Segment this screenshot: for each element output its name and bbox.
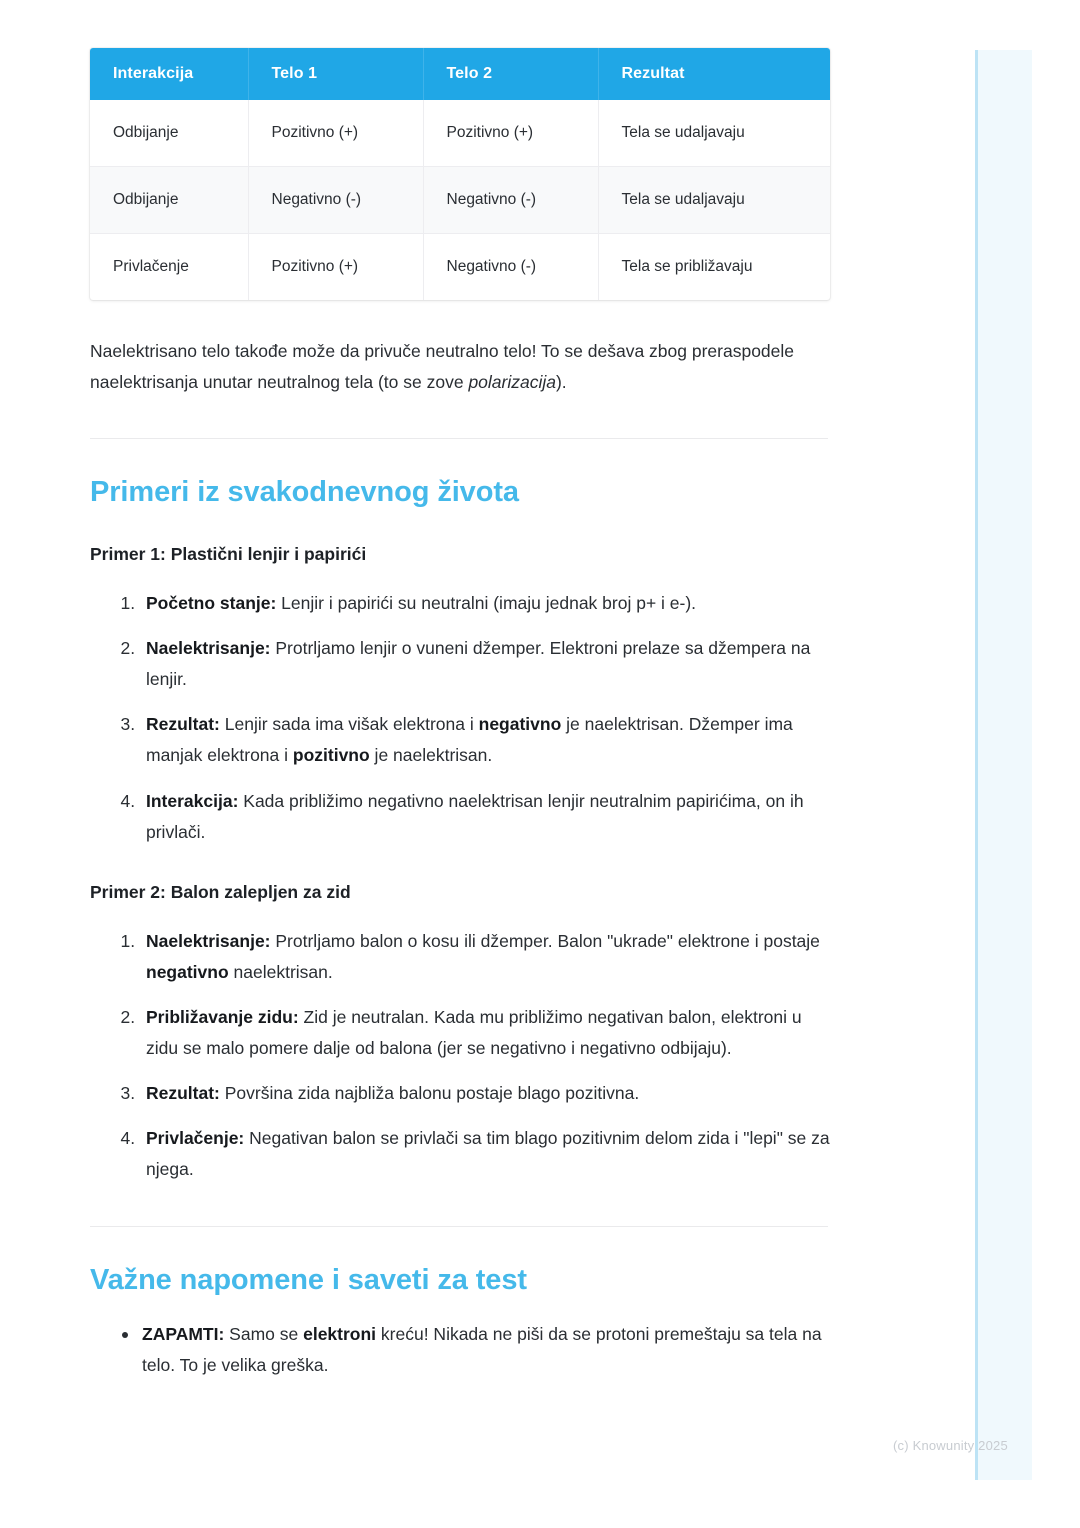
table-cell: Negativno (-) xyxy=(423,167,598,234)
list-item-lead: Naelektrisanje: xyxy=(146,930,271,951)
document-content xyxy=(90,0,830,1396)
list-item xyxy=(140,588,830,619)
intro-paragraph-text: Naelektrisano telo takođe može da privuče neutralno telo! To se dešava zbog preraspodele naelektrisanja unutar neutralnog tela (to se zove xyxy=(90,341,795,393)
list-item-text: Protrljamo balon o kosu ili džemper. Balon "ukrade" elektrone i postaje xyxy=(270,930,820,951)
list-item-bold-2: pozitivno xyxy=(292,745,370,766)
table-cell: Negativno (-) xyxy=(423,234,598,301)
list-item-text: Kada približimo negativno naelektrisan lenjir neutralnim papirićima, on ih privlači. xyxy=(146,790,804,842)
list-item-text: Samo se xyxy=(224,1324,304,1345)
list-item xyxy=(140,926,830,988)
list-item xyxy=(140,1078,830,1109)
table-header-cell-interakcija: Interakcija xyxy=(90,48,248,100)
list-item-text-2: je naelektrisan. Džemper ima manjak elektrona i xyxy=(146,714,793,766)
list-item-lead: Rezultat: xyxy=(146,1083,220,1104)
table-cell: Pozitivno (+) xyxy=(248,234,423,301)
page-side-strip xyxy=(975,50,1032,1480)
list-item-text: Negativan balon se privlači sa tim blago pozitivnim delom zida i "lepi" se za njega. xyxy=(146,1128,830,1180)
table-cell: Odbijanje xyxy=(90,167,248,234)
table-cell: Tela se udaljavaju xyxy=(598,167,830,234)
list-item-lead: Približavanje zidu: xyxy=(146,1006,299,1027)
interaction-table xyxy=(90,48,830,300)
intro-paragraph-tail: ). xyxy=(555,372,567,393)
sub-heading-example-1: Primer 1: Plastični lenjir i papirići xyxy=(90,544,367,565)
table-row xyxy=(90,100,830,167)
table-cell: Tela se udaljavaju xyxy=(598,100,830,167)
intro-paragraph-emphasis: polarizacija xyxy=(468,372,556,393)
table-row xyxy=(90,167,830,234)
notes-list xyxy=(90,1319,830,1381)
list-item-bold-1: negativno xyxy=(478,714,562,735)
table-cell: Tela se približavaju xyxy=(621,258,753,275)
table-cell: Odbijanje xyxy=(90,100,248,167)
list-item xyxy=(140,786,830,848)
table-body xyxy=(90,100,830,300)
list-item xyxy=(122,1319,830,1381)
list-item-text: Lenjir sada ima višak elektrona i xyxy=(219,714,479,735)
section-heading-notes: Važne napomene i saveti za test xyxy=(90,1263,527,1296)
list-item-lead: Naelektrisanje: xyxy=(146,637,271,658)
section-divider-1 xyxy=(90,438,828,439)
list-item-text: Zid je neutralan. Kada mu približimo negativan balon, elektroni u zidu se malo pomere dalje od balona (jer se negativno i negativno odbijaju). xyxy=(146,1006,802,1058)
section-heading-examples: Primeri iz svakodnevnog života xyxy=(90,476,519,509)
list-item-text: Površina zida najbliža balonu postaje blago pozitivna. xyxy=(219,1083,640,1104)
table-header xyxy=(90,48,830,100)
table-header-cell-telo1: Telo 1 xyxy=(248,48,423,100)
list-item-text: Lenjir i papirići su neutralni (imaju jednak broj p+ i e-). xyxy=(276,592,697,613)
list-item-bold-1: negativno xyxy=(146,961,229,982)
list-item-text: Protrljamo lenjir o vuneni džemper. Elektroni prelaze sa džempera na lenjir. xyxy=(146,637,811,690)
table-cell: Pozitivno (+) xyxy=(423,100,598,167)
table-row xyxy=(90,234,830,301)
example-2-steps xyxy=(90,926,830,1186)
list-item-lead: ZAPAMTI: xyxy=(142,1324,225,1345)
list-item-text-3: je naelektrisan. xyxy=(369,745,493,766)
list-item xyxy=(140,633,830,695)
list-item-lead: Početno stanje: xyxy=(146,592,277,613)
list-item-lead: Interakcija: xyxy=(146,790,239,811)
list-item xyxy=(140,709,830,771)
table-header-cell-telo2: Telo 2 xyxy=(423,48,598,100)
list-item-text-2: naelektrisan. xyxy=(228,961,333,982)
watermark: (c) Knowunity 2025 xyxy=(893,1438,1008,1453)
table-cell: Negativno (-) xyxy=(248,167,423,234)
list-item-bold-1: elektroni xyxy=(303,1324,377,1345)
table-cell: Pozitivno (+) xyxy=(248,100,423,167)
list-item-lead: Privlačenje: xyxy=(146,1128,245,1149)
table-header-cell-rezultat: Rezultat xyxy=(598,48,830,100)
list-item-lead: Rezultat: xyxy=(146,714,220,735)
interaction-table-container xyxy=(90,48,830,300)
list-item-text-2: kreću! Nikada ne piši da se protoni premeštaju sa tela na telo. To je velika greška. xyxy=(142,1324,822,1376)
example-1-steps xyxy=(90,588,830,848)
list-item xyxy=(140,1002,830,1064)
section-divider-2 xyxy=(90,1226,828,1227)
table-cell: Privlačenje xyxy=(90,234,248,301)
table-header-row xyxy=(90,48,830,100)
intro-paragraph xyxy=(90,336,830,398)
sub-heading-example-2: Primer 2: Balon zalepljen za zid xyxy=(90,881,351,902)
list-item xyxy=(140,1123,830,1185)
